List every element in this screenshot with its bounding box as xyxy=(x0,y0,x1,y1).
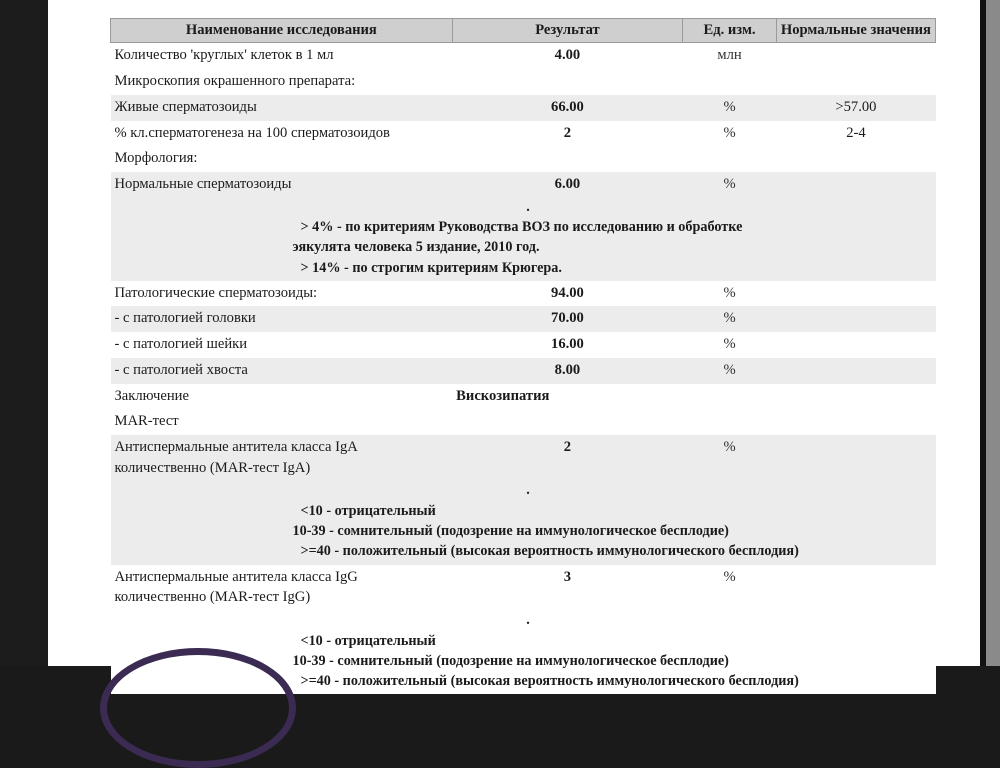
cell-normal-range xyxy=(776,358,935,384)
cell-unit: % xyxy=(683,121,777,147)
table-row xyxy=(111,281,936,307)
cell-result-value: 8.00 xyxy=(452,358,683,384)
table-row xyxy=(111,332,936,358)
cell-unit: % xyxy=(683,306,777,332)
table-row xyxy=(111,384,936,410)
cell-normal-range xyxy=(776,332,935,358)
cell-test-name: Живые сперматозоиды xyxy=(111,95,453,121)
cell-result-value: 2 xyxy=(452,435,683,481)
table-row xyxy=(111,95,936,121)
section-heading-label: MAR-тест xyxy=(111,409,936,435)
column-header-norm: Нормальные значения xyxy=(776,19,935,43)
cell-normal-range xyxy=(776,306,935,332)
table-note-row xyxy=(111,198,936,281)
table-row xyxy=(111,565,936,611)
cell-result-value: 4.00 xyxy=(452,43,683,69)
section-heading-label: Микроскопия окрашенного препарата: xyxy=(111,69,936,95)
cell-unit: % xyxy=(683,281,777,307)
interpretation-note xyxy=(111,481,936,564)
table-section-heading xyxy=(111,146,936,172)
cell-test-name: Антиспермальные антитела класса IgG количественно (MAR-тест IgG) xyxy=(111,565,453,611)
note-line: эякулята человека 5 издание, 2010 год. xyxy=(292,239,540,256)
table-row xyxy=(111,121,936,147)
section-heading-label: Морфология: xyxy=(111,146,936,172)
lab-results-table xyxy=(110,18,936,694)
cell-result-value: 94.00 xyxy=(452,281,683,307)
cell-unit: % xyxy=(683,95,777,121)
cell-normal-range xyxy=(776,435,935,481)
cell-unit: % xyxy=(683,358,777,384)
column-header-name: Наименование исследования xyxy=(111,19,453,43)
column-header-unit: Ед. изм. xyxy=(683,19,777,43)
table-row xyxy=(111,43,936,69)
note-bullet: . xyxy=(526,612,530,628)
cell-unit: % xyxy=(683,565,777,611)
cell-test-name: - с патологией головки xyxy=(111,306,453,332)
table-section-heading xyxy=(111,409,936,435)
cell-test-name: % кл.сперматогенеза на 100 сперматозоидов xyxy=(111,121,453,147)
note-line: >=40 - положительный (высокая вероятность иммунологического бесплодия) xyxy=(300,672,799,689)
note-bullet: . xyxy=(526,198,530,215)
viewer-left-gutter xyxy=(0,0,48,666)
table-header-row xyxy=(111,19,936,43)
cell-test-name: Антиспермальные антитела класса IgA количественно (MAR-тест IgA) xyxy=(111,435,453,481)
cell-test-name: Патологические сперматозоиды: xyxy=(111,281,453,307)
cell-unit: млн xyxy=(683,43,777,69)
cell-unit: % xyxy=(683,332,777,358)
table-row xyxy=(111,358,936,384)
cell-test-name: - с патологией шейки xyxy=(111,332,453,358)
table-row xyxy=(111,435,936,481)
table-note-row xyxy=(111,481,936,564)
table-header xyxy=(111,19,936,43)
official-stamp-arc xyxy=(100,648,296,768)
table-section-heading xyxy=(111,69,936,95)
cell-normal-range xyxy=(776,281,935,307)
note-line: <10 - отрицательный xyxy=(300,632,436,649)
cell-normal-range xyxy=(776,565,935,611)
note-bullet: . xyxy=(526,482,530,499)
cell-result-value: 16.00 xyxy=(452,332,683,358)
cell-result-value: 70.00 xyxy=(452,306,683,332)
table-row xyxy=(111,172,936,198)
note-line: <10 - отрицательный xyxy=(300,503,436,520)
note-line: > 4% - по критериям Руководства ВОЗ по исследованию и обработке xyxy=(300,219,743,236)
cell-result-value: Вискозипатия xyxy=(452,384,683,410)
table-body xyxy=(111,43,936,694)
cell-unit: % xyxy=(683,172,777,198)
interpretation-note xyxy=(111,198,936,281)
cell-result-value: 6.00 xyxy=(452,172,683,198)
cell-normal-range: >57.00 xyxy=(776,95,935,121)
vertical-scrollbar[interactable] xyxy=(986,0,1000,666)
cell-test-name: Заключение xyxy=(111,384,453,410)
cell-test-name: Нормальные сперматозоиды xyxy=(111,172,453,198)
report-page xyxy=(48,0,980,689)
cell-normal-range xyxy=(776,43,935,69)
cell-test-name: - с патологией хвоста xyxy=(111,358,453,384)
note-line: > 14% - по строгим критериям Крюгера. xyxy=(300,259,562,276)
cell-test-name: Количество 'круглых' клеток в 1 мл xyxy=(111,43,453,69)
cell-result-value: 2 xyxy=(452,121,683,147)
table-row xyxy=(111,306,936,332)
cell-unit: % xyxy=(683,435,777,481)
note-line: >=40 - положительный (высокая вероятность иммунологического бесплодия) xyxy=(300,543,799,560)
note-line-group xyxy=(115,217,932,277)
cell-result-value: 3 xyxy=(452,565,683,611)
cell-normal-range xyxy=(776,172,935,198)
note-line-group xyxy=(115,501,932,561)
cell-unit xyxy=(683,384,777,410)
cell-normal-range xyxy=(776,384,935,410)
cell-result-value: 66.00 xyxy=(452,95,683,121)
column-header-result: Результат xyxy=(452,19,683,43)
note-line: 10-39 - сомнительный (подозрение на иммунологическое бесплодие) xyxy=(292,523,729,540)
cell-normal-range: 2-4 xyxy=(776,121,935,147)
note-line: 10-39 - сомнительный (подозрение на иммунологическое бесплодие) xyxy=(292,652,729,669)
